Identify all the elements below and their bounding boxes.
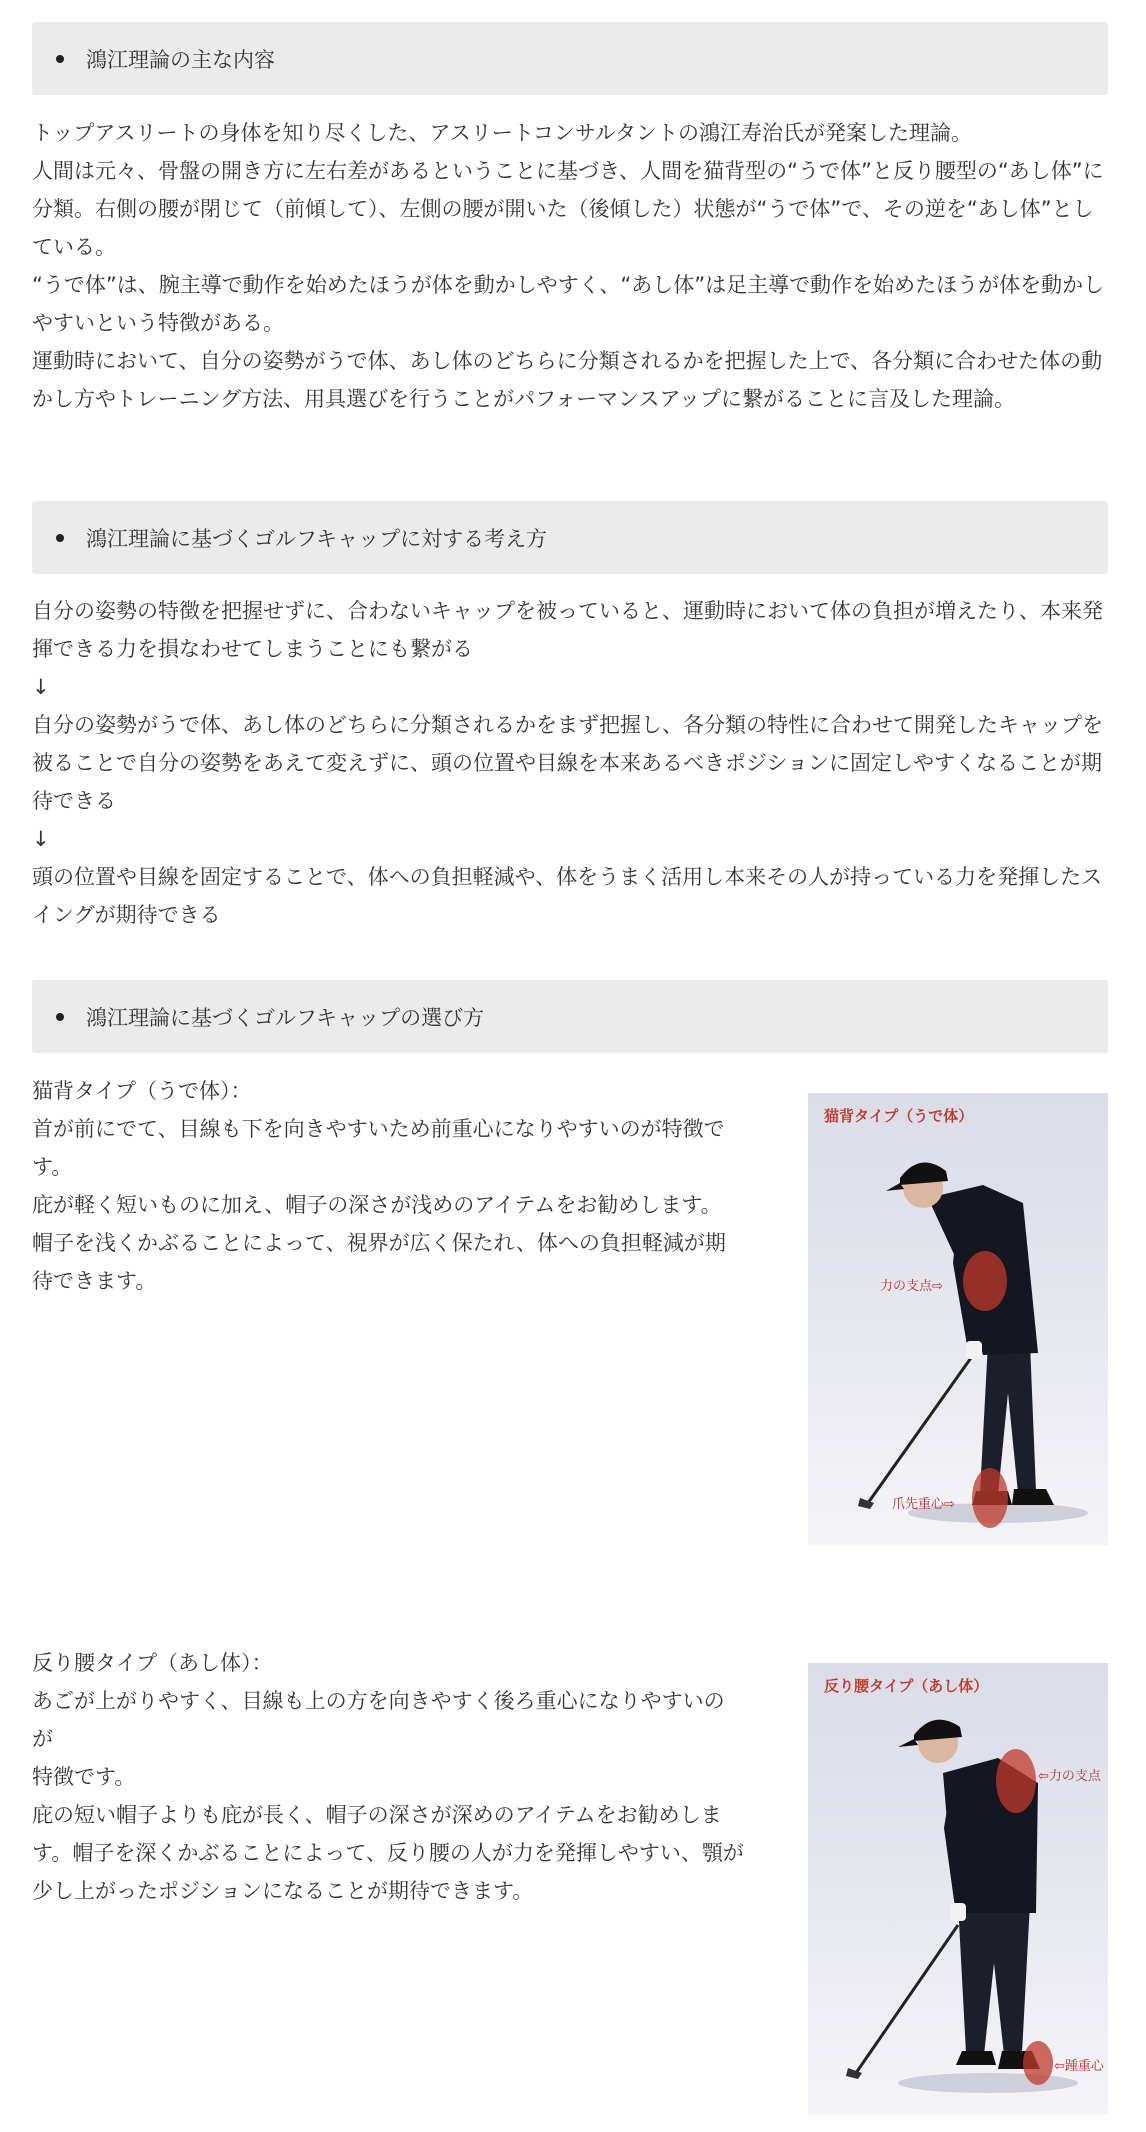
paragraph: 人間は元々、骨盤の開き方に左右差があるということに基づき、人間を猫背型の“うで体”と反り腰型の“あし体”に分類。右側の腰が閉じて（前傾して）、左側の腰が開いた（後傾した）状態が“うで体”で、その逆を“あし体”としている。 — [32, 159, 1104, 259]
photo-nekoze-golfer — [808, 1093, 1108, 1545]
heading-text: 鴻江理論の主な内容 — [86, 47, 275, 72]
golfer-figure-icon — [808, 1093, 1108, 1545]
paragraph: 自分の姿勢の特徴を把握せずに、合わないキャップを被っていると、運動時において体の負担が増えたり、本来発揮できる力を損なわせてしまうことにも繋がる — [32, 599, 1103, 661]
paragraph: 運動時において、自分の姿勢がうで体、あし体のどちらに分類されるかを把握した上で、各分類に合わせた体の動かし方やトレーニング方法、用具選びを行うことがパフォーマンスアップに繋がることに言及した理論。 — [32, 349, 1103, 411]
type-line: 庇の短い帽子よりも庇が長く、帽子の深さが深めのアイテムをお勧めします。帽子を深くかぶることによって、反り腰の人が力を発揮しやすい、顎が少し上がったポジションになることが期待できます。 — [32, 1803, 744, 1903]
bullet-icon — [56, 534, 64, 542]
bullet-icon — [56, 1013, 64, 1021]
type-description-nekoze — [32, 1072, 744, 1300]
paragraph: 頭の位置や目線を固定することで、体への負担軽減や、体をうまく活用し本来その人が持っている力を発揮したスイングが期待できる — [32, 865, 1103, 927]
section-heading-main-content — [32, 22, 1108, 95]
paragraph: トップアスリートの身体を知り尽くした、アスリートコンサルタントの鴻江寿治氏が発案した理論。 — [32, 121, 972, 145]
golfer-figure-icon — [808, 1663, 1108, 2115]
heading-text: 鴻江理論に基づくゴルフキャップの選び方 — [86, 1005, 485, 1030]
arrow-down: ↓ — [32, 675, 50, 699]
type-line: 反り腰タイプ（あし体）： — [32, 1651, 273, 1675]
section-heading-cap-selection — [32, 980, 1108, 1053]
type-line: 猫背タイプ（うで体）： — [32, 1079, 252, 1103]
type-line: 庇が軽く短いものに加え、帽子の深さが浅めのアイテムをお勧めします。 — [32, 1193, 722, 1217]
arrow-down: ↓ — [32, 827, 50, 851]
paragraph: “うで体”は、腕主導で動作を始めたほうが体を動かしやすく、“あし体”は足主導で動作を始めたほうが体を動かしやすいという特徴がある。 — [32, 273, 1105, 335]
heading-text: 鴻江理論に基づくゴルフキャップに対する考え方 — [86, 526, 548, 551]
type-line: 特徴です。 — [32, 1765, 136, 1789]
type-line: 首が前にでて、目線も下を向きやすいため前重心になりやすいのが特徴です。 — [32, 1117, 725, 1179]
section-body-cap-approach — [32, 592, 1112, 934]
section-heading-cap-approach — [32, 501, 1108, 574]
photo-title: 猫背タイプ（うで体） — [824, 1107, 974, 1125]
paragraph: 自分の姿勢がうで体、あし体のどちらに分類されるかをまず把握し、各分類の特性に合わせて開発したキャップを被ることで自分の姿勢をあえて変えずに、頭の位置や目線を本来あるべきポジションに固定しやすくなることが期待できる — [32, 713, 1103, 813]
type-line: 帽子を浅くかぶることによって、視界が広く保たれ、体への負担軽減が期待できます。 — [32, 1231, 726, 1293]
photo-sorigoshi-golfer — [808, 1663, 1108, 2115]
bullet-icon — [56, 55, 64, 63]
type-description-sorigoshi — [32, 1644, 744, 1910]
photo-note-toe-weight: 爪先重心⇨ — [892, 1497, 955, 1512]
section-body-main-content — [32, 114, 1112, 418]
photo-note-fulcrum: 力の支点⇨ — [880, 1279, 943, 1294]
type-line: あごが上がりやすく、目線も上の方を向きやすく後ろ重心になりやすいのが — [32, 1689, 725, 1751]
photo-title: 反り腰タイプ（あし体） — [824, 1677, 989, 1695]
photo-note-heel-weight: ⇦踵重心 — [1054, 2059, 1104, 2074]
photo-note-fulcrum: ⇦力の支点 — [1038, 1769, 1101, 1784]
